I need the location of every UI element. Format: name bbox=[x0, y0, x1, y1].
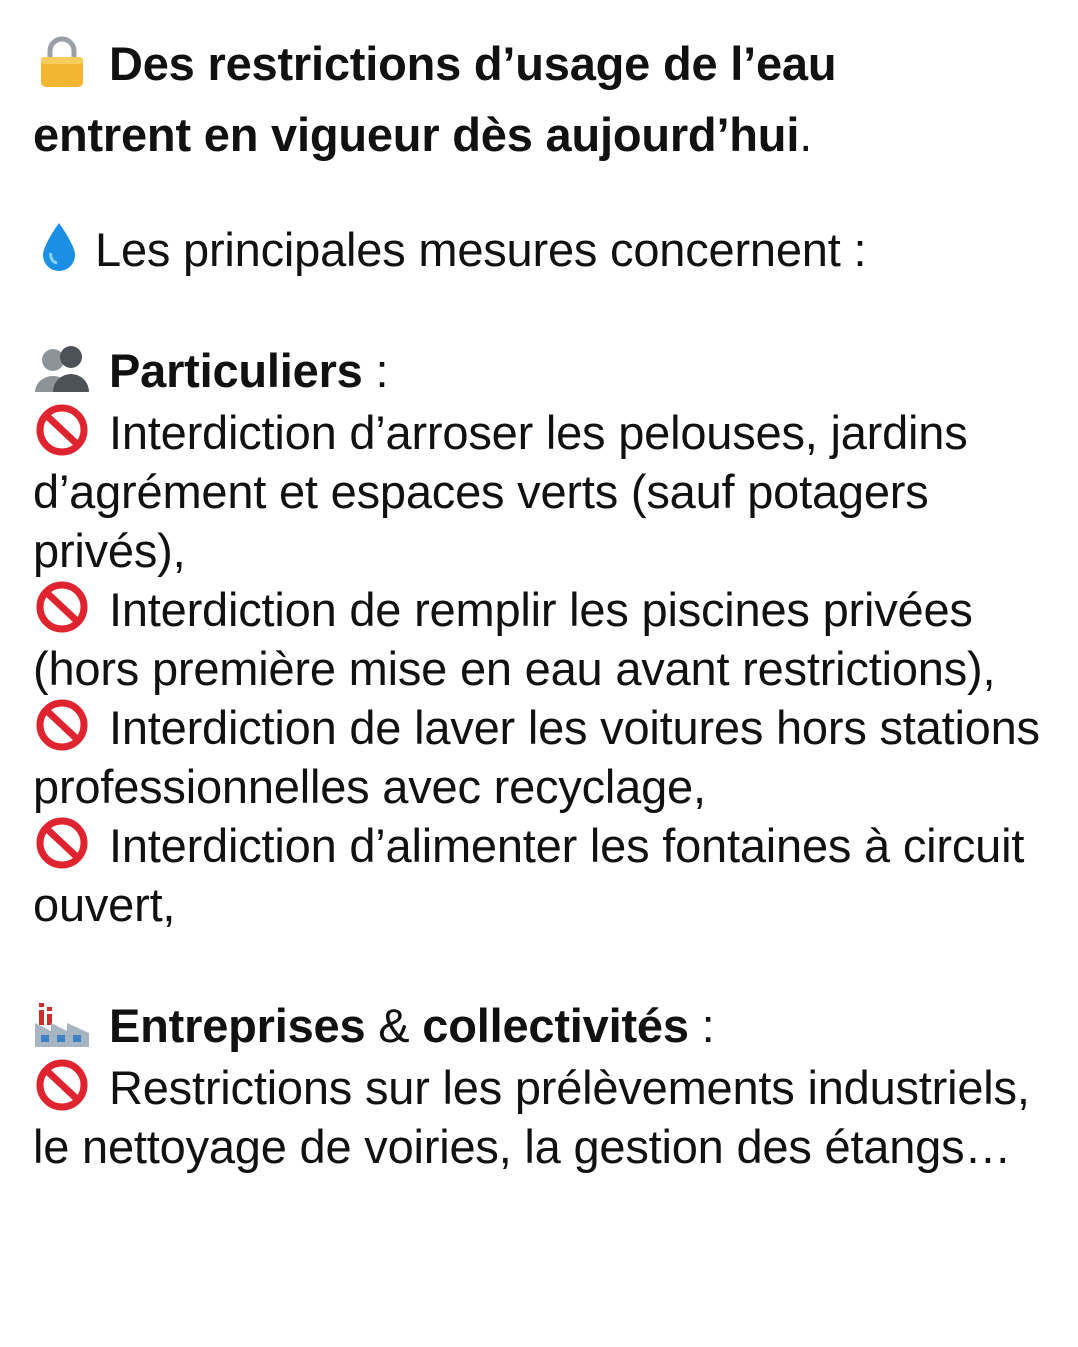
no-entry-icon bbox=[33, 581, 91, 633]
section-particuliers bbox=[33, 339, 1053, 934]
droplet-icon bbox=[39, 221, 79, 273]
section-entreprises bbox=[33, 994, 1053, 1176]
no-entry-icon bbox=[33, 1059, 91, 1111]
no-entry-icon bbox=[33, 699, 91, 751]
no-entry-icon bbox=[33, 404, 91, 456]
spacer bbox=[33, 934, 1053, 994]
list-item: Interdiction de laver les voitures hors stations professionnelles avec recyclage, bbox=[33, 701, 1040, 813]
people-icon bbox=[33, 342, 91, 394]
list-item: Interdiction de remplir les piscines privées (hors première mise en eau avant restrictions), bbox=[33, 583, 996, 695]
section-heading: Particuliers : bbox=[33, 339, 1053, 403]
lock-icon bbox=[33, 35, 91, 87]
post-title bbox=[33, 28, 1053, 170]
intro-line: Les principales mesures concernent : bbox=[33, 220, 1053, 279]
title-line-1: Des restrictions d’usage de l’eau bbox=[33, 28, 1053, 99]
list-item: Interdiction d’alimenter les fontaines à circuit ouvert, bbox=[33, 819, 1025, 931]
no-entry-icon bbox=[33, 817, 91, 869]
title-line-2: entrent en vigueur dès aujourd’hui. bbox=[33, 108, 813, 161]
list-item: Restrictions sur les prélèvements industriels, le nettoyage de voiries, la gestion des étangs… bbox=[33, 1061, 1030, 1173]
post-body bbox=[33, 28, 1053, 1176]
spacer bbox=[33, 170, 1053, 220]
list-item: Interdiction d’arroser les pelouses, jardins d’agrément et espaces verts (sauf potagers privés), bbox=[33, 406, 968, 577]
spacer bbox=[33, 279, 1053, 339]
factory-icon bbox=[33, 997, 91, 1049]
section-heading: Entreprises & collectivités : bbox=[33, 994, 1053, 1058]
